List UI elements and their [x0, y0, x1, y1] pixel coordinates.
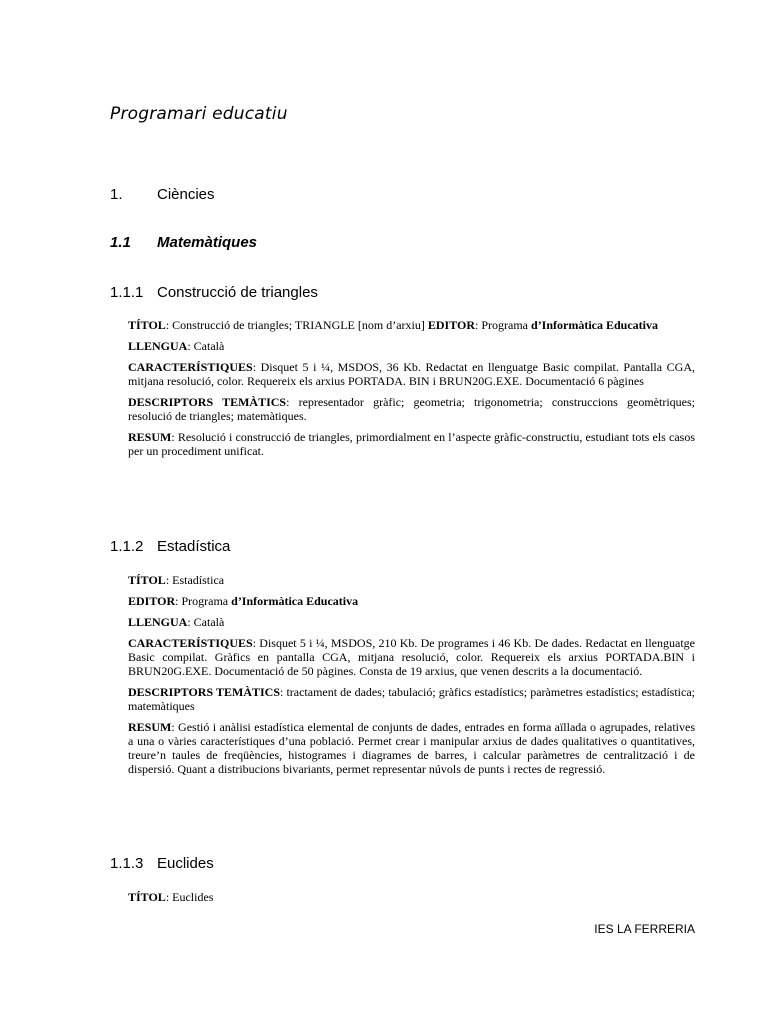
section-title: Matemàtiques [157, 234, 258, 251]
llengua-value: : Català [187, 339, 225, 353]
caracteristiques-label: CARACTERÍSTIQUES [128, 636, 253, 650]
software-entry-estadistica [128, 573, 695, 783]
caracteristiques-label: CARACTERÍSTIQUES [128, 360, 253, 374]
editor-label: EDITOR [128, 594, 176, 608]
titol-value: : Euclides [165, 890, 214, 904]
section-number: 1.1 [110, 234, 131, 251]
subsection-title: Construcció de triangles [157, 284, 318, 301]
caracteristiques-value: : Disquet 5 i ¼, MSDOS, 36 Kb. Redactat en llenguatge Basic compilat. Pantalla CGA, mitjana resolució, color. Requereix els arxius PORTADA. BIN i BRUN20G.EXE. Documentació 6 pàgines [128, 360, 695, 388]
titol-label: TÍTOL [128, 573, 166, 587]
resum-label: RESUM [128, 720, 172, 734]
llengua-field [128, 615, 695, 629]
subsection-heading-1-1-3 [110, 855, 214, 872]
resum-field [128, 720, 695, 776]
caracteristiques-field [128, 636, 695, 678]
section-title: Ciències [157, 186, 215, 203]
resum-field [128, 430, 695, 458]
resum-value: : Gestió i anàlisi estadística elemental de conjunts de dades, entrades en forma aïllada o agrupades, relatives a una o vàries característiques d’una població. Permet crear i manipular arxius de dades qualitatives o quantitatives, treure’n taules de freqüències, histogrames i diagrames de barres, i calcular paràmetres de centralització i de dispersió. Quant a distribucions bivariants, permet representar núvols de punts i rectes de regressió. [128, 720, 695, 776]
titol-value: : Construcció de triangles; TRIANGLE [nom d’arxiu] [165, 318, 428, 332]
subsection-number: 1.1.1 [110, 284, 144, 301]
llengua-value: : Català [187, 615, 225, 629]
editor-label: EDITOR [427, 318, 476, 332]
section-heading-1-1 [110, 234, 257, 251]
section-heading-1 [110, 186, 215, 203]
descriptors-field [128, 395, 695, 423]
editor-name: d’Informàtica Educativa [531, 318, 659, 332]
software-entry-euclides [128, 890, 695, 911]
editor-name: d’Informàtica Educativa [231, 594, 359, 608]
editor-field [128, 594, 695, 608]
editor-value: : Programa [175, 594, 232, 608]
resum-value: : Resolució i construcció de triangles, primordialment en l’aspecte gràfic-constructiu, estudiant tots els casos per un procediment unificat. [128, 430, 695, 458]
titol-field [128, 318, 695, 332]
editor-value: : Programa [475, 318, 532, 332]
titol-field [128, 573, 695, 587]
titol-field [128, 890, 695, 904]
resum-label: RESUM [128, 430, 172, 444]
llengua-field [128, 339, 695, 353]
descriptors-label: DESCRIPTORS TEMÀTICS [128, 685, 281, 699]
titol-label: TÍTOL [128, 318, 166, 332]
subsection-number: 1.1.3 [110, 855, 144, 872]
llengua-label: LLENGUA [128, 339, 188, 353]
page-footer: IES LA FERRERIA [594, 922, 695, 936]
descriptors-value: : representador gràfic; geometria; trigonometria; construccions geomètriques; resolució de triangles; matemàtiques. [128, 395, 695, 423]
llengua-label: LLENGUA [128, 615, 188, 629]
titol-value: : Estadística [165, 573, 225, 587]
descriptors-value: : tractament de dades; tabulació; gràfics estadístics; paràmetres estadístics; estadística; matemàtiques [128, 685, 696, 713]
document-title: Programari educatiu [110, 104, 288, 124]
software-entry-triangles [128, 318, 695, 465]
subsection-heading-1-1-1 [110, 284, 318, 301]
caracteristiques-field [128, 360, 695, 388]
caracteristiques-value: : Disquet 5 i ¼, MSDOS, 210 Kb. De programes i 46 Kb. De dades. Redactat en llenguatge Basic compilat. Gràfics en pantalla CGA, mitjana resolució, color. Requereix els arxius PORTADA.BIN i BRUN20G.EXE. Documentació de 50 pàgines. Consta de 19 arxius, que venen descrits a la documentació. [128, 636, 695, 678]
subsection-title: Euclides [157, 855, 214, 872]
descriptors-label: DESCRIPTORS TEMÀTICS [128, 395, 287, 409]
subsection-heading-1-1-2 [110, 538, 230, 555]
subsection-number: 1.1.2 [110, 538, 144, 555]
titol-label: TÍTOL [128, 890, 166, 904]
section-number: 1. [110, 186, 123, 203]
subsection-title: Estadística [157, 538, 231, 555]
descriptors-field [128, 685, 695, 713]
